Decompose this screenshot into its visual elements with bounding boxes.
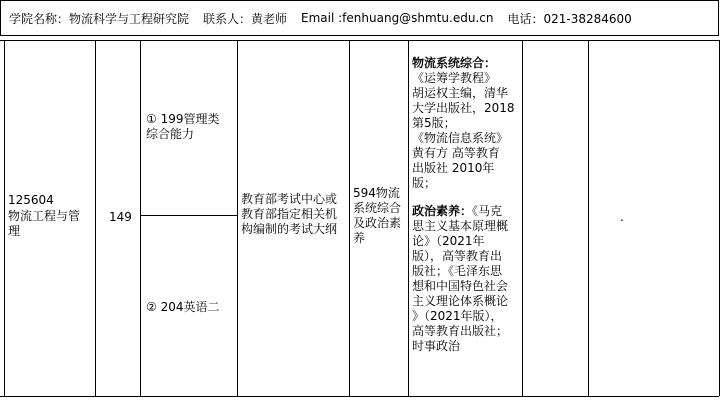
books-politics-first-line — [412, 204, 522, 219]
exam-divider — [140, 215, 237, 216]
college-info-header — [0, 0, 719, 36]
books-logistics: 《运筹学教程》 胡运权主编，清华 大学出版社，2018 第5版； 《物流信息系统》 黄有方 高等教育 出版社 2010年 版； — [412, 71, 515, 190]
col-border-6 — [522, 40, 523, 396]
exam-syllabus: 教育部考试中心或 教育部指定相关机 构编制的考试大纲 — [241, 192, 338, 236]
col-border-7 — [588, 40, 589, 396]
col-border-3 — [237, 40, 238, 396]
row-top-border — [0, 40, 719, 41]
col-border-5 — [408, 40, 409, 396]
col-border-2 — [140, 40, 141, 396]
reference-books — [412, 56, 522, 354]
col-border-4 — [349, 40, 350, 396]
retest-subject: 594物流 系统综合 及政治素 养 — [353, 186, 402, 245]
col-border-1 — [95, 40, 96, 396]
exam-subject-2: ② 204英语二 — [146, 300, 220, 314]
books-heading-politics: 政治素养： — [412, 204, 473, 218]
remark: . — [620, 210, 624, 224]
enrollment-quota: 149 — [109, 210, 132, 224]
col-border-8 — [719, 40, 720, 396]
books-politics-start: 《马克 — [472, 204, 503, 218]
major-code: 125604 — [8, 193, 54, 207]
contact-phone: 电话：021-38284600 — [507, 11, 632, 26]
contact-person: 联系人：黄老师 — [203, 11, 288, 26]
books-politics: 思主义基本原理概 论》（2021年 版），高等教育出 版社；《毛泽东思 想和中国特色社会 主义理论体系概论 》（2021年版）， 高等教育出版社； 时事政治 — [412, 219, 509, 353]
books-spacer — [412, 191, 522, 204]
books-heading-logistics: 物流系统综合： — [412, 56, 497, 70]
exam-subject-1: ① 199管理类 综合能力 — [146, 112, 220, 141]
major-name: 物流工程与管 理 — [8, 209, 81, 238]
row-bottom-border — [0, 396, 719, 397]
col-border-0 — [4, 40, 5, 396]
college-name: 学院名称：物流科学与工程研究院 — [9, 11, 190, 26]
contact-email: Email :fenhuang@shmtu.edu.cn — [301, 11, 494, 25]
